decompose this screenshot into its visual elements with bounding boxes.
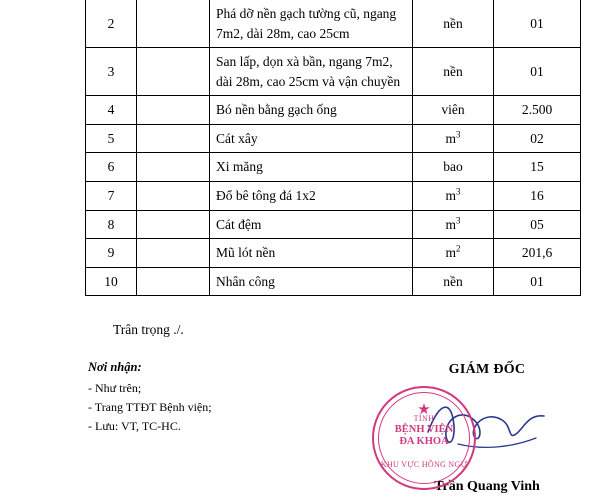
cell-unit-exponent: 3 [456,129,461,140]
cell-unit-text: nền [443,63,463,79]
recipient-line: - Trang TTĐT Bệnh viện; [88,399,212,414]
cell-stt: 6 [86,153,137,182]
seal-center-line-2: ĐA KHOA [399,436,449,448]
cell-name: Cát đệm [210,210,413,239]
cell-quantity: 01 [494,48,581,96]
cell-name: San lấp, dọn xà bần, ngang 7m2, dài 28m, cao 25cm và vận chuyền [210,48,413,96]
cell-unit-text: m [445,245,456,261]
table-row [86,181,581,210]
cell-code [137,239,210,268]
cell-unit-text: m [445,130,456,146]
cell-unit-text: bao [443,159,463,175]
seal-outer-ring [372,386,476,490]
cell-stt: 10 [86,267,137,296]
cell-unit-text: nền [443,273,463,289]
cell-unit [413,267,494,296]
cell-unit-exponent: 3 [456,215,461,225]
seal-center-line-1: BỆNH VIỆN [394,424,454,435]
cell-quantity: 16 [494,181,581,210]
table-body [86,0,581,296]
table-row [86,239,581,268]
cell-stt: 4 [86,96,137,125]
cell-unit [413,0,494,48]
signer-name: Trần Quang Vinh [434,479,540,494]
closing-line: Trân trọng ./. [113,322,184,337]
table-row [86,96,581,125]
handwritten-signature [424,392,554,462]
cell-quantity: 2.500 [494,96,581,125]
cell-name: Cát xây [210,124,413,153]
cell-unit [413,181,494,210]
seal-top-text: TỈNH [413,414,435,423]
cell-unit [413,210,494,239]
cell-code [137,181,210,210]
cell-stt: 9 [86,239,137,268]
cell-code [137,210,210,239]
table-row [86,124,581,153]
table-row [86,153,581,182]
cell-name: Phá dỡ nền gạch tường cũ, ngang 7m2, dài 28m, cao 25cm [210,0,413,48]
cell-quantity: 02 [494,124,581,153]
table-row [86,267,581,296]
seal-inner-ring [378,392,470,484]
recipient-line: - Lưu: VT, TC-HC. [88,418,181,433]
cell-unit-text: viên [441,102,465,118]
table-row [86,210,581,239]
cell-unit [413,124,494,153]
cell-code [137,96,210,125]
cell-name: Đổ bê tông đá 1x2 [210,181,413,210]
table-row [86,48,581,96]
cell-name: Bó nền bằng gạch ống [210,96,413,125]
cell-unit [413,96,494,125]
cell-quantity: 201,6 [494,239,581,268]
cell-code [137,153,210,182]
recipient-line: - Như trên; [88,381,142,396]
cell-stt: 8 [86,210,137,239]
recipients-header: Nơi nhận: [88,360,142,374]
cell-name: Xi măng [210,153,413,182]
cell-unit [413,239,494,268]
cell-unit [413,48,494,96]
cell-name: Mũ lót nền [210,239,413,268]
recipients-block [88,358,212,435]
cell-quantity: 01 [494,267,581,296]
table-row [86,0,581,48]
signer-title: GIÁM ĐỐC [448,362,526,377]
cell-stt: 3 [86,48,137,96]
cell-code [137,124,210,153]
work-items-table [85,0,581,296]
cell-unit-exponent: 2 [456,243,461,254]
cell-code [137,0,210,48]
star-icon: ★ [417,402,431,418]
cell-unit-text: m [445,216,456,232]
cell-unit-text: m [445,187,456,203]
cell-code [137,48,210,96]
cell-unit [413,153,494,182]
cell-unit-text: nền [443,15,463,31]
cell-unit-exponent: 3 [456,186,461,197]
seal-bottom-text: KHU VỰC HỒNG NGỰ [380,460,468,469]
cell-name: Nhân công [210,267,413,296]
official-seal-stamp [372,386,476,490]
seal-center-text [372,424,476,449]
cell-stt: 2 [86,0,137,48]
cell-code [137,267,210,296]
cell-quantity: 05 [494,210,581,239]
cell-quantity: 01 [494,0,581,48]
cell-quantity: 15 [494,153,581,182]
cell-stt: 7 [86,181,137,210]
cell-stt: 5 [86,124,137,153]
